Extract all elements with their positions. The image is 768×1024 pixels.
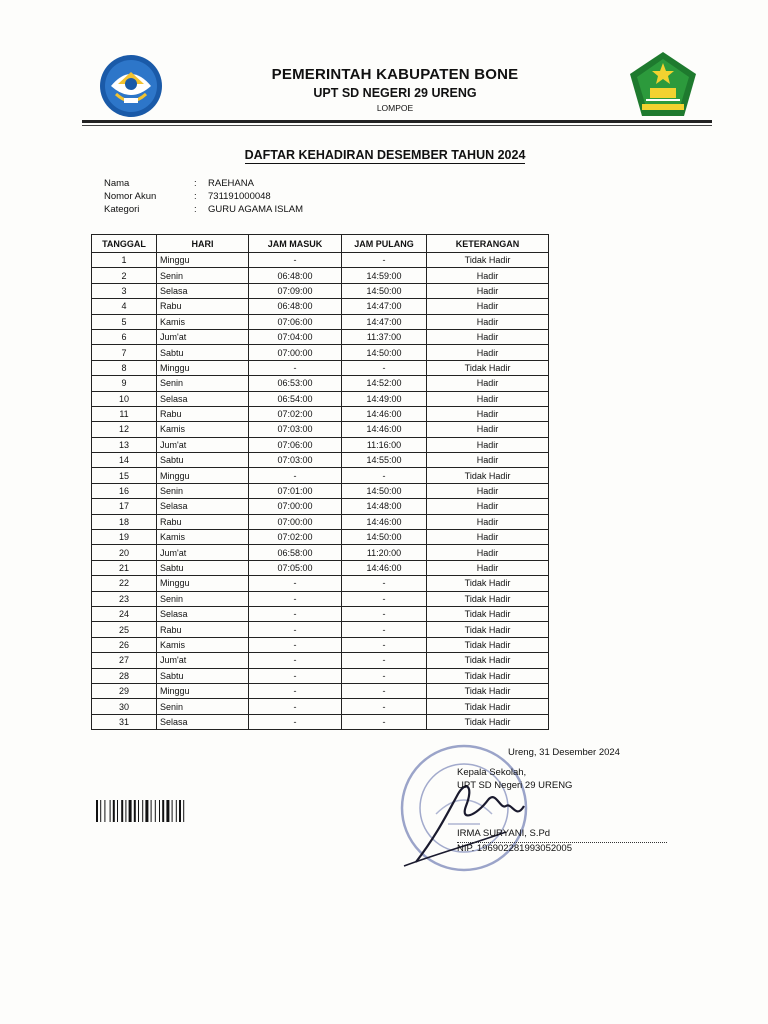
table-header-row	[92, 235, 549, 253]
barcode-bar	[151, 800, 152, 822]
cell-jam-pulang: 14:49:00	[342, 391, 427, 406]
table-row	[92, 606, 549, 621]
cell-keterangan: Hadir	[427, 422, 549, 437]
cell-keterangan: Hadir	[427, 283, 549, 298]
document-title: DAFTAR KEHADIRAN DESEMBER TAHUN 2024	[244, 148, 526, 162]
cell-tanggal: 1	[92, 253, 157, 268]
cell-keterangan: Hadir	[427, 406, 549, 421]
cell-keterangan: Tidak Hadir	[427, 360, 549, 375]
nama-label: Nama	[104, 178, 130, 189]
cell-keterangan: Hadir	[427, 329, 549, 344]
employee-info	[104, 178, 303, 217]
barcode-bar	[183, 800, 184, 822]
cell-tanggal: 2	[92, 268, 157, 283]
cell-keterangan: Hadir	[427, 483, 549, 498]
signature-place-date	[508, 747, 620, 758]
cell-hari: Kamis	[157, 637, 249, 652]
cell-jam-pulang: 14:50:00	[342, 483, 427, 498]
cell-keterangan: Tidak Hadir	[427, 714, 549, 729]
cell-keterangan: Tidak Hadir	[427, 699, 549, 714]
cell-jam-pulang: -	[342, 576, 427, 591]
cell-tanggal: 13	[92, 437, 157, 452]
header-keterangan: KETERANGAN	[427, 235, 549, 253]
table-row	[92, 683, 549, 698]
table-row	[92, 653, 549, 668]
cell-jam-pulang: 14:46:00	[342, 560, 427, 575]
cell-keterangan: Hadir	[427, 437, 549, 452]
cell-jam-pulang: 14:46:00	[342, 514, 427, 529]
cell-hari: Rabu	[157, 622, 249, 637]
table-row	[92, 530, 549, 545]
cell-tanggal: 27	[92, 653, 157, 668]
cell-jam-masuk: 07:03:00	[249, 422, 342, 437]
barcode-bar	[121, 800, 123, 822]
cell-jam-masuk: -	[249, 253, 342, 268]
cell-hari: Minggu	[157, 576, 249, 591]
barcode-bar	[159, 800, 160, 822]
cell-keterangan: Hadir	[427, 345, 549, 360]
cell-tanggal: 14	[92, 453, 157, 468]
table-row	[92, 360, 549, 375]
cell-keterangan: Hadir	[427, 560, 549, 575]
cell-jam-pulang: 11:20:00	[342, 545, 427, 560]
cell-hari: Minggu	[157, 253, 249, 268]
cell-hari: Minggu	[157, 360, 249, 375]
cell-hari: Rabu	[157, 299, 249, 314]
signature-date: 31 Desember 2024	[539, 747, 620, 758]
cell-jam-masuk: -	[249, 683, 342, 698]
barcode-bar	[110, 800, 111, 822]
cell-keterangan: Hadir	[427, 499, 549, 514]
barcode-bar	[96, 800, 98, 822]
cell-keterangan: Tidak Hadir	[427, 622, 549, 637]
cell-jam-masuk: 07:04:00	[249, 329, 342, 344]
cell-jam-pulang: -	[342, 714, 427, 729]
cell-jam-pulang: 14:50:00	[342, 283, 427, 298]
cell-jam-pulang: -	[342, 622, 427, 637]
cell-keterangan: Tidak Hadir	[427, 637, 549, 652]
cell-jam-masuk: -	[249, 576, 342, 591]
cell-tanggal: 9	[92, 376, 157, 391]
cell-jam-masuk: 06:58:00	[249, 545, 342, 560]
cell-tanggal: 30	[92, 699, 157, 714]
table-row	[92, 422, 549, 437]
cell-jam-pulang: -	[342, 591, 427, 606]
cell-keterangan: Hadir	[427, 268, 549, 283]
barcode-bar	[134, 800, 136, 822]
cell-tanggal: 26	[92, 637, 157, 652]
cell-hari: Kamis	[157, 530, 249, 545]
kemenag-logo	[628, 50, 698, 118]
barcode-bar	[172, 800, 173, 822]
table-row	[92, 468, 549, 483]
cell-hari: Senin	[157, 591, 249, 606]
barcode-bar	[138, 800, 139, 822]
barcode-bar	[142, 800, 143, 822]
cell-jam-pulang: -	[342, 253, 427, 268]
table-row	[92, 437, 549, 452]
cell-keterangan: Tidak Hadir	[427, 576, 549, 591]
table-row	[92, 299, 549, 314]
cell-hari: Selasa	[157, 499, 249, 514]
cell-jam-masuk: -	[249, 606, 342, 621]
cell-jam-pulang: 14:55:00	[342, 453, 427, 468]
cell-hari: Jum'at	[157, 545, 249, 560]
cell-hari: Minggu	[157, 683, 249, 698]
cell-tanggal: 29	[92, 683, 157, 698]
signature-role-1: Kepala Sekolah,	[457, 767, 527, 778]
cell-jam-pulang: -	[342, 606, 427, 621]
barcode-bar	[100, 800, 101, 822]
table-row	[92, 391, 549, 406]
separator: :	[194, 191, 197, 202]
cell-jam-masuk: 06:48:00	[249, 299, 342, 314]
header-line-3: LOMPOE	[376, 103, 414, 113]
signature-role-2: UPT SD Negeri 29 URENG	[457, 780, 573, 791]
cell-jam-masuk: -	[249, 699, 342, 714]
cell-keterangan: Tidak Hadir	[427, 653, 549, 668]
cell-jam-masuk: -	[249, 591, 342, 606]
cell-jam-pulang: -	[342, 637, 427, 652]
cell-jam-pulang: 14:52:00	[342, 376, 427, 391]
signature-place: Ureng	[508, 747, 534, 758]
cell-tanggal: 23	[92, 591, 157, 606]
cell-jam-masuk: 06:53:00	[249, 376, 342, 391]
cell-hari: Jum'at	[157, 329, 249, 344]
table-row	[92, 637, 549, 652]
attendance-table	[91, 234, 549, 730]
cell-keterangan: Hadir	[427, 391, 549, 406]
cell-hari: Selasa	[157, 391, 249, 406]
cell-tanggal: 31	[92, 714, 157, 729]
cell-tanggal: 21	[92, 560, 157, 575]
cell-jam-masuk: -	[249, 622, 342, 637]
cell-hari: Minggu	[157, 468, 249, 483]
cell-hari: Kamis	[157, 422, 249, 437]
barcode-bar	[162, 800, 164, 822]
cell-jam-pulang: -	[342, 360, 427, 375]
table-row	[92, 283, 549, 298]
cell-jam-masuk: -	[249, 653, 342, 668]
cell-jam-masuk: 07:00:00	[249, 499, 342, 514]
cell-tanggal: 7	[92, 345, 157, 360]
nama-value: RAEHANA	[208, 178, 254, 189]
cell-hari: Selasa	[157, 283, 249, 298]
table-row	[92, 483, 549, 498]
table-row	[92, 406, 549, 421]
cell-tanggal: 4	[92, 299, 157, 314]
table-row	[92, 345, 549, 360]
cell-jam-masuk: -	[249, 360, 342, 375]
cell-hari: Sabtu	[157, 345, 249, 360]
cell-jam-masuk: 07:06:00	[249, 437, 342, 452]
akun-label: Nomor Akun	[104, 191, 157, 202]
cell-hari: Sabtu	[157, 453, 249, 468]
cell-jam-pulang: 11:16:00	[342, 437, 427, 452]
cell-hari: Jum'at	[157, 653, 249, 668]
cell-hari: Kamis	[157, 314, 249, 329]
cell-keterangan: Tidak Hadir	[427, 591, 549, 606]
cell-hari: Senin	[157, 699, 249, 714]
cell-hari: Rabu	[157, 514, 249, 529]
separator: :	[194, 204, 197, 215]
cell-keterangan: Hadir	[427, 299, 549, 314]
cell-keterangan: Tidak Hadir	[427, 683, 549, 698]
cell-keterangan: Hadir	[427, 514, 549, 529]
cell-keterangan: Tidak Hadir	[427, 253, 549, 268]
cell-tanggal: 20	[92, 545, 157, 560]
cell-tanggal: 6	[92, 329, 157, 344]
cell-tanggal: 18	[92, 514, 157, 529]
barcode-bar	[129, 800, 132, 822]
barcode-bar	[113, 800, 115, 822]
cell-keterangan: Hadir	[427, 376, 549, 391]
cell-jam-pulang: -	[342, 668, 427, 683]
table-row	[92, 499, 549, 514]
kategori-label: Kategori	[104, 204, 140, 215]
cell-tanggal: 11	[92, 406, 157, 421]
cell-jam-masuk: 07:01:00	[249, 483, 342, 498]
cell-tanggal: 15	[92, 468, 157, 483]
cell-jam-masuk: 07:02:00	[249, 530, 342, 545]
cell-jam-pulang: 14:48:00	[342, 499, 427, 514]
cell-keterangan: Tidak Hadir	[427, 668, 549, 683]
table-row	[92, 545, 549, 560]
cell-tanggal: 19	[92, 530, 157, 545]
barcode-bar	[155, 800, 156, 822]
cell-jam-masuk: 07:09:00	[249, 283, 342, 298]
table-row	[92, 514, 549, 529]
barcode-bar	[145, 800, 148, 822]
cell-keterangan: Hadir	[427, 545, 549, 560]
cell-jam-masuk: -	[249, 468, 342, 483]
table-row	[92, 560, 549, 575]
cell-jam-pulang: 14:50:00	[342, 530, 427, 545]
cell-hari: Sabtu	[157, 560, 249, 575]
table-row	[92, 622, 549, 637]
table-row	[92, 576, 549, 591]
table-row	[92, 668, 549, 683]
cell-keterangan: Hadir	[427, 314, 549, 329]
cell-tanggal: 28	[92, 668, 157, 683]
comma-separator: ,	[533, 747, 540, 758]
cell-tanggal: 17	[92, 499, 157, 514]
cell-keterangan: Tidak Hadir	[427, 468, 549, 483]
cell-hari: Jum'at	[157, 437, 249, 452]
table-row	[92, 376, 549, 391]
table-row	[92, 268, 549, 283]
tut-wuri-handayani-logo	[98, 54, 164, 118]
table-row	[92, 714, 549, 729]
cell-jam-pulang: 11:37:00	[342, 329, 427, 344]
cell-jam-pulang: 14:46:00	[342, 422, 427, 437]
cell-jam-pulang: -	[342, 653, 427, 668]
cell-tanggal: 8	[92, 360, 157, 375]
cell-keterangan: Hadir	[427, 530, 549, 545]
header-jam-masuk: JAM MASUK	[249, 235, 342, 253]
cell-tanggal: 5	[92, 314, 157, 329]
cell-keterangan: Tidak Hadir	[427, 606, 549, 621]
header-tanggal: TANGGAL	[92, 235, 157, 253]
signature-name: IRMA SURYANI, S.Pd	[457, 828, 551, 839]
cell-jam-masuk: 07:06:00	[249, 314, 342, 329]
cell-hari: Selasa	[157, 714, 249, 729]
cell-jam-masuk: 07:00:00	[249, 345, 342, 360]
info-row-akun	[104, 191, 303, 204]
cell-jam-pulang: -	[342, 699, 427, 714]
cell-hari: Sabtu	[157, 668, 249, 683]
cell-keterangan: Hadir	[427, 453, 549, 468]
cell-jam-pulang: -	[342, 683, 427, 698]
cell-hari: Senin	[157, 483, 249, 498]
cell-jam-pulang: 14:59:00	[342, 268, 427, 283]
cell-tanggal: 12	[92, 422, 157, 437]
table-row	[92, 253, 549, 268]
barcode-bar	[104, 800, 105, 822]
cell-jam-masuk: 06:54:00	[249, 391, 342, 406]
cell-tanggal: 24	[92, 606, 157, 621]
info-row-nama	[104, 178, 303, 191]
kategori-value: GURU AGAMA ISLAM	[208, 204, 304, 215]
table-row	[92, 314, 549, 329]
barcode-bar	[166, 800, 169, 822]
header-line-1: PEMERINTAH KABUPATEN BONE	[271, 66, 519, 83]
barcode-bar	[179, 800, 181, 822]
cell-tanggal: 10	[92, 391, 157, 406]
cell-jam-pulang: 14:47:00	[342, 314, 427, 329]
cell-jam-masuk: 07:02:00	[249, 406, 342, 421]
cell-hari: Selasa	[157, 606, 249, 621]
cell-jam-pulang: 14:50:00	[342, 345, 427, 360]
barcode	[96, 800, 210, 822]
table-row	[92, 329, 549, 344]
cell-jam-masuk: -	[249, 668, 342, 683]
attendance-table-body	[92, 253, 549, 730]
header-jam-pulang: JAM PULANG	[342, 235, 427, 253]
barcode-bar	[117, 800, 118, 822]
cell-jam-masuk: 07:05:00	[249, 560, 342, 575]
cell-jam-pulang: 14:47:00	[342, 299, 427, 314]
cell-jam-masuk: -	[249, 714, 342, 729]
table-row	[92, 453, 549, 468]
header-rule-thick	[82, 120, 712, 123]
cell-jam-masuk: 07:03:00	[249, 453, 342, 468]
header-hari: HARI	[157, 235, 249, 253]
table-row	[92, 699, 549, 714]
signature-nip: NIP. 196902281993052005	[457, 842, 667, 854]
cell-jam-masuk: 06:48:00	[249, 268, 342, 283]
separator: :	[194, 178, 197, 189]
cell-hari: Senin	[157, 376, 249, 391]
header-rule-thin	[82, 125, 712, 126]
cell-jam-pulang: -	[342, 468, 427, 483]
cell-tanggal: 16	[92, 483, 157, 498]
header-line-2: UPT SD NEGERI 29 URENG	[313, 86, 477, 100]
cell-jam-masuk: 07:00:00	[249, 514, 342, 529]
cell-tanggal: 22	[92, 576, 157, 591]
cell-tanggal: 25	[92, 622, 157, 637]
barcode-bar	[125, 800, 126, 822]
cell-tanggal: 3	[92, 283, 157, 298]
akun-value: 731191000048	[208, 191, 271, 202]
cell-jam-masuk: -	[249, 637, 342, 652]
cell-hari: Rabu	[157, 406, 249, 421]
cell-jam-pulang: 14:46:00	[342, 406, 427, 421]
table-row	[92, 591, 549, 606]
cell-hari: Senin	[157, 268, 249, 283]
barcode-bar	[176, 800, 177, 822]
info-row-kategori	[104, 204, 303, 217]
